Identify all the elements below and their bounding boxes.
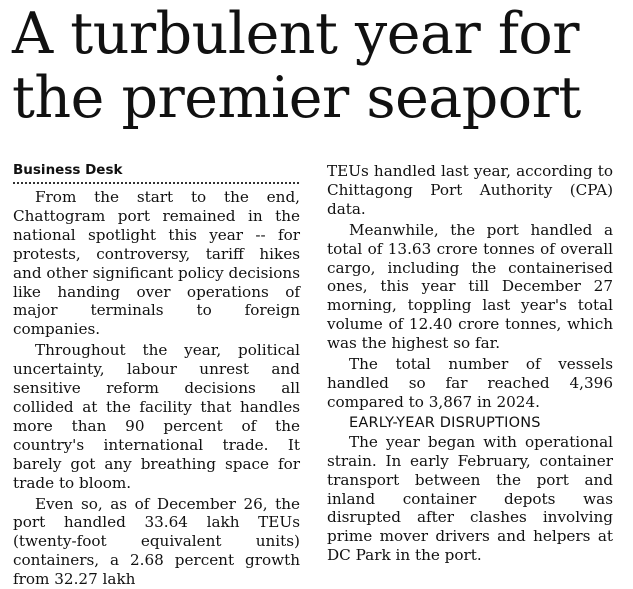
paragraph-1: From the start to the end, Chattogram port remained in the national spotlight this year -- for protests, controversy, tariff hikes and other significant policy decisions like handing over operations of major terminals to foreign companies. (13, 188, 300, 339)
paragraph-3: Even so, as of December 26, the port handled 33.64 lakh TEUs (twenty-foot equivalent units) containers, a 2.68 percent growth from 32.27 lakh (13, 495, 300, 589)
headline-line-1: A turbulent year for (12, 2, 627, 66)
paragraph-5: The total number of vessels handled so far reached 4,396 compared to 3,867 in 2024. (327, 355, 613, 412)
subheading: EARLY-YEAR DISRUPTIONS (349, 414, 613, 433)
paragraph-3-continued: TEUs handled last year, according to Chittagong Port Authority (CPA) data. (327, 162, 613, 219)
headline-line-2: the premier seaport (12, 66, 627, 130)
left-column (13, 188, 300, 589)
right-column (327, 162, 613, 565)
paragraph-2: Throughout the year, political uncertainty, labour unrest and sensitive reform decisions all collided at the facility that handles more than 90 percent of the country's international trade. It barely got any breathing space for trade to bloom. (13, 341, 300, 492)
headline (12, 2, 627, 130)
paragraph-4: Meanwhile, the port handled a total of 13.63 crore tonnes of overall cargo, including the containerised ones, this year till December 27 morning, toppling last year's total volume of 12.40 crore tonnes, which was the highest so far. (327, 221, 613, 353)
byline: Business Desk (13, 160, 299, 184)
paragraph-6: The year began with operational strain. In early February, container transport between the port and inland container depots was disrupted after clashes involving prime mover drivers and helpers at DC Park in the port. (327, 433, 613, 565)
